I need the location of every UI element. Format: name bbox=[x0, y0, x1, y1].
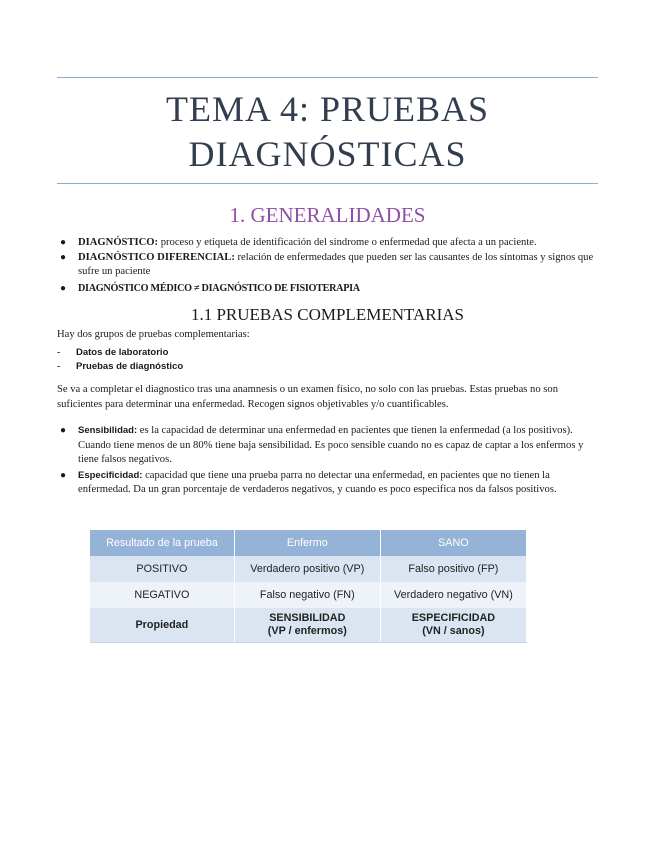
properties-list bbox=[57, 424, 600, 498]
list-item bbox=[57, 251, 600, 280]
page-title-line2: DIAGNÓSTICAS bbox=[188, 134, 467, 174]
bottom-rule bbox=[57, 183, 598, 184]
bullet-icon: ● bbox=[60, 425, 67, 436]
table-cell: POSITIVO bbox=[90, 556, 234, 582]
header-cell: SANO bbox=[380, 530, 526, 556]
table-cell: Falso negativo (FN) bbox=[234, 582, 380, 608]
term: DIAGNÓSTICO DIFERENCIAL: bbox=[78, 251, 235, 263]
bullet-icon: ● bbox=[60, 282, 67, 294]
definition: es la capacidad de determinar una enfermedad en pacientes que tienen la enfermedad (a los positivos). Cuando tiene menos de un 80% tiene baja sensibilidad. Es poco sensible cuando no es capaz de captar a los enfermos y tiene falsos negativos. bbox=[78, 425, 584, 465]
dash-marker: - bbox=[57, 361, 61, 372]
definition: capacidad que tiene una prueba parra no detectar una enfermedad, en pacientes que no tienen la enfermedad. Da un gran porcentaje de verdaderos negativos, y cuando es poco especifica nos da falsos positivos. bbox=[78, 469, 557, 495]
section-heading-generalidades: 1. GENERALIDADES bbox=[229, 203, 426, 227]
definitions-list bbox=[57, 236, 600, 296]
group-item-1 bbox=[57, 346, 168, 360]
table-cell bbox=[234, 608, 380, 643]
table-row bbox=[90, 582, 527, 608]
definition: relación de enfermedades que pueden ser las causantes de los síntomas y signos que sufre un paciente bbox=[78, 251, 594, 277]
bullet-icon: ● bbox=[60, 469, 67, 481]
group-label: Pruebas de diagnóstico bbox=[76, 361, 184, 372]
body-paragraph: Se va a completar el diagnostico tras una anamnesis o un examen físico, no solo con las pruebas. Estas pruebas no son suficientes para determinar una enfermedad. Recogen signos objetivables y/o cuantificables. bbox=[57, 384, 559, 410]
term: DIAGNÓSTICO: bbox=[78, 237, 159, 248]
table-cell bbox=[380, 608, 526, 643]
section-heading-pruebas-complementarias: 1.1 PRUEBAS COMPLEMENTARIAS bbox=[190, 305, 465, 324]
cell-line: ESPECIFICIDAD bbox=[411, 612, 496, 624]
top-rule bbox=[57, 77, 598, 78]
table-cell: NEGATIVO bbox=[90, 582, 234, 608]
table-cell: Verdadero negativo (VN) bbox=[380, 582, 526, 608]
list-item bbox=[57, 424, 600, 468]
table-row bbox=[90, 556, 527, 582]
group-item-2 bbox=[57, 360, 183, 374]
dash-marker: - bbox=[57, 347, 61, 358]
table-cell: Verdadero positivo (VP) bbox=[234, 556, 380, 582]
table-cell: Falso positivo (FP) bbox=[380, 556, 526, 582]
header-cell: Enfermo bbox=[234, 530, 380, 556]
page-title-line1: TEMA 4: PRUEBAS bbox=[165, 89, 490, 129]
cell-line: (VP / enfermos) bbox=[267, 625, 347, 637]
cell-line: SENSIBILIDAD bbox=[269, 612, 346, 624]
bullet-icon: ● bbox=[60, 237, 67, 248]
table-row bbox=[90, 608, 527, 643]
term: Sensibilidad: bbox=[78, 425, 138, 436]
cell-line: (VN / sanos) bbox=[422, 625, 485, 637]
bullet-icon: ● bbox=[60, 251, 67, 263]
table-header-row bbox=[90, 530, 527, 556]
definition: proceso y etiqueta de identificación del síndrome o enfermedad que afecta a un paciente. bbox=[158, 237, 537, 248]
list-item bbox=[57, 236, 600, 251]
table-cell: Propiedad bbox=[90, 608, 234, 643]
term: DIAGNÓSTICO MÉDICO ≠ DIAGNÓSTICO DE FISIOTERAPIA bbox=[78, 282, 360, 294]
list-item bbox=[57, 282, 600, 297]
term: Especificidad: bbox=[78, 469, 143, 481]
header-cell: Resultado de la prueba bbox=[90, 530, 234, 556]
diagnostic-test-table bbox=[90, 530, 527, 643]
group-label: Datos de laboratorio bbox=[76, 347, 169, 358]
intro-text: Hay dos grupos de pruebas complementarias: bbox=[57, 329, 250, 340]
list-item bbox=[57, 469, 600, 498]
